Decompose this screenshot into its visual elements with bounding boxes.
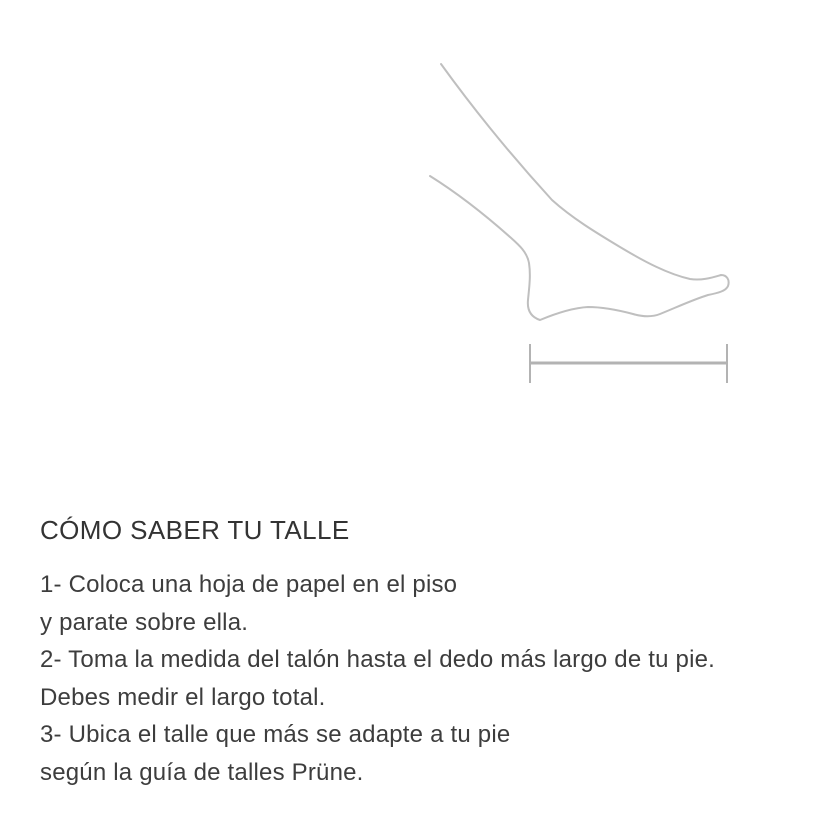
instruction-line: 1- Coloca una hoja de papel en el piso — [40, 571, 458, 598]
size-guide-title: CÓMO SABER TU TALLE — [40, 514, 350, 545]
instruction-line: y parate sobre ella. — [40, 608, 249, 636]
foot-outline-illustration — [430, 64, 729, 320]
size-guide-instructions — [40, 566, 715, 792]
instruction-line: según la guía de talles Prüne. — [40, 758, 364, 786]
instruction-line: Debes medir el largo total. — [40, 683, 326, 711]
instruction-line: 3- Ubica el talle que más se adapte a tu pie — [40, 721, 511, 749]
instruction-line: 2- Toma la medida del talón hasta el dedo más largo de tu pie. — [40, 646, 716, 674]
measurement-line — [530, 344, 727, 383]
